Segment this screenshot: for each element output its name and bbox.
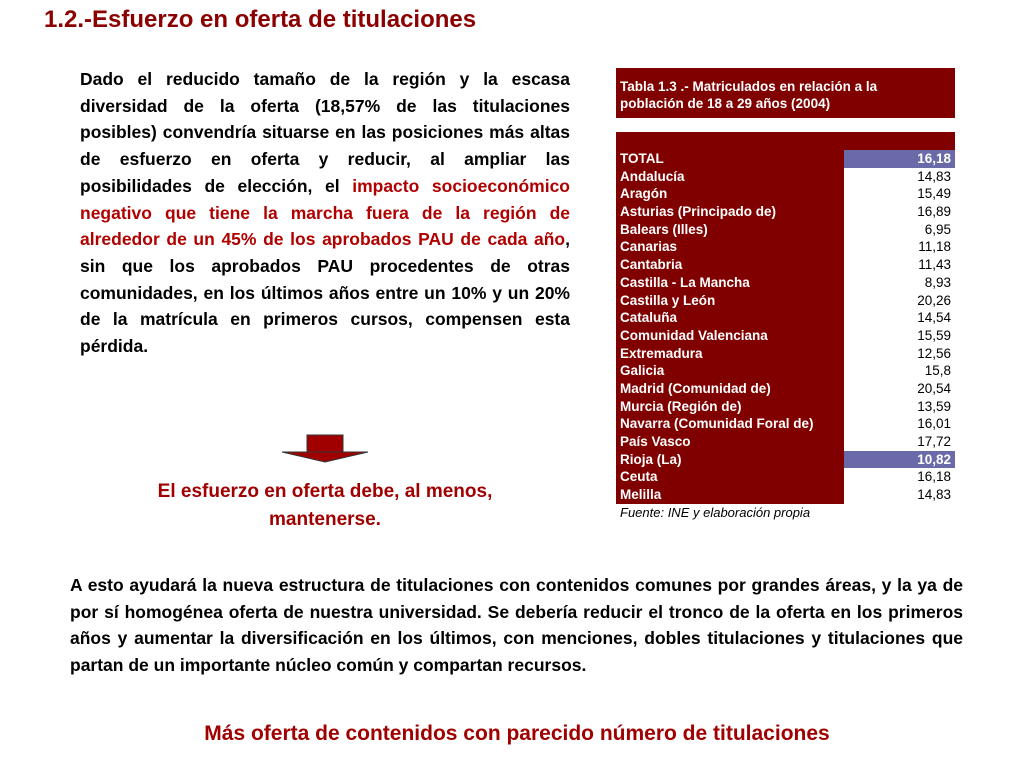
region-value: 16,18: [844, 150, 955, 168]
down-arrow-icon: [280, 434, 370, 464]
region-value: 8,93: [844, 274, 955, 292]
table-body: [616, 150, 955, 504]
table-source: Fuente: INE y elaboración propia: [620, 504, 811, 520]
region-value: 13,59: [844, 398, 955, 416]
region-name: Cataluña: [616, 309, 844, 327]
intro-text-end: , sin que los aprobados PAU procedentes de otras comunidades, en los últimos años entre un 10% y un 20% de la matrícula en primeros cursos, compensen esta pérdida.: [80, 229, 570, 357]
region-value: 16,89: [844, 203, 955, 221]
region-value: 16,01: [844, 415, 955, 433]
table-title: [616, 68, 955, 118]
table-row: [616, 309, 955, 327]
table-row: [616, 274, 955, 292]
table-row: [616, 486, 955, 504]
region-name: Comunidad Valenciana: [616, 327, 844, 345]
region-value: 20,54: [844, 380, 955, 398]
region-name: Canarias: [616, 238, 844, 256]
table-title-line1: Tabla 1.3 .- Matriculados en relación a la: [620, 79, 878, 94]
region-name: Cantabria: [616, 256, 844, 274]
region-name: TOTAL: [616, 150, 844, 168]
table-row: [616, 451, 955, 469]
region-name: Navarra (Comunidad Foral de): [616, 415, 844, 433]
table-row: [616, 415, 955, 433]
region-name: Castilla y León: [616, 292, 844, 310]
intro-highlight: impacto socioeconómico negativo que tiene la marcha fuera de la región de alrededor de un 45% de los aprobados PAU de cada año: [80, 175, 570, 250]
region-name: Castilla - La Mancha: [616, 274, 844, 292]
table-row: [616, 327, 955, 345]
table-row: [616, 168, 955, 186]
table-title-line2: población de 18 a 29 años (2004): [620, 96, 831, 111]
table-header: [616, 132, 955, 150]
table-row: [616, 362, 955, 380]
region-value: 17,72: [844, 433, 955, 451]
region-value: 12,56: [844, 345, 955, 363]
region-name: Melilla: [616, 486, 844, 504]
region-value: 15,59: [844, 327, 955, 345]
data-table: [616, 68, 955, 522]
table-row: [616, 292, 955, 310]
region-name: Rioja (La): [616, 451, 844, 469]
region-name: Ceuta: [616, 468, 844, 486]
region-name: Andalucía: [616, 168, 844, 186]
region-name: País Vasco: [616, 433, 844, 451]
table-row: [616, 380, 955, 398]
page-title: 1.2.-Esfuerzo en oferta de titulaciones: [44, 6, 477, 33]
table-row: [616, 150, 955, 168]
intro-paragraph: [80, 66, 570, 360]
region-name: Galicia: [616, 362, 844, 380]
region-value: 11,43: [844, 256, 955, 274]
region-name: Balears (Illes): [616, 221, 844, 239]
region-value: 14,83: [844, 486, 955, 504]
region-name: Aragón: [616, 185, 844, 203]
region-value: 6,95: [844, 221, 955, 239]
table-row: [616, 398, 955, 416]
region-value: 15,49: [844, 185, 955, 203]
final-statement: Más oferta de contenidos con parecido número de titulaciones: [204, 722, 830, 745]
table-row: [616, 256, 955, 274]
region-name: Extremadura: [616, 345, 844, 363]
conclusion-text: El esfuerzo en oferta debe, al menos, mantenerse.: [157, 481, 493, 530]
second-paragraph: A esto ayudará la nueva estructura de titulaciones con contenidos comunes por grandes áreas, y la ya de por sí homogénea oferta de nuestra universidad. Se debería reducir el tronco de la oferta en los primeros años y aumentar la diversificación en los últimos, con menciones, dobles titulaciones y titulaciones que partan de un importante núcleo común y compartan recursos.: [70, 575, 963, 676]
region-value: 14,83: [844, 168, 955, 186]
intro-text: Dado el reducido tamaño de la región y la escasa diversidad de la oferta (18,57% de las titulaciones posibles) convendría situarse en las posiciones más altas de esfuerzo en oferta y reducir, al ampliar las posibilidades de elección, el: [80, 69, 570, 196]
region-name: Madrid (Comunidad de): [616, 380, 844, 398]
table-row: [616, 468, 955, 486]
table-row: [616, 185, 955, 203]
region-value: 10,82: [844, 451, 955, 469]
region-name: Asturias (Principado de): [616, 203, 844, 221]
region-value: 14,54: [844, 309, 955, 327]
region-value: 11,18: [844, 238, 955, 256]
region-value: 20,26: [844, 292, 955, 310]
region-value: 16,18: [844, 468, 955, 486]
table-row: [616, 433, 955, 451]
table-row: [616, 345, 955, 363]
table-row: [616, 221, 955, 239]
region-value: 15,8: [844, 362, 955, 380]
table-row: [616, 238, 955, 256]
table-row: [616, 203, 955, 221]
region-name: Murcia (Región de): [616, 398, 844, 416]
